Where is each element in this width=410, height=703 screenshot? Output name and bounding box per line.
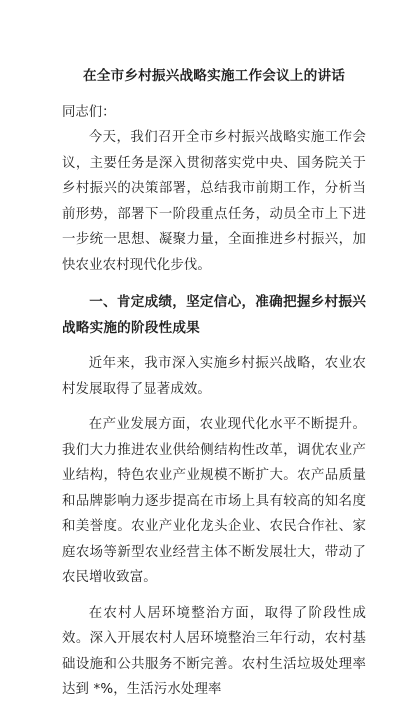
document-title: 在全市乡村振兴战略实施工作会议上的讲话 <box>82 68 346 84</box>
section-heading: 一、肯定成绩，坚定信心，准确把握乡村振兴战略实施的阶段性成果 <box>62 294 366 336</box>
body-paragraph: 在产业发展方面，农业现代化水平不断提升。我们大力推进农业供给侧结构性改革，调优农业产业结构，特色农业产业规模不断扩大。农产品质量和品牌影响力逐步提高在市场上具有较高的知名度和美誉度。农业产业化龙头企业、农民合作社、家庭农场等新型农业经营主体不断发展壮大，带动了农民增收致富。 <box>62 417 366 585</box>
intro-paragraph: 今天，我们召开全市乡村振兴战略实施工作会议，主要任务是深入贯彻落实党中央、国务院关于乡村振兴的决策部署，总结我市前期工作，分析当前形势，部署下一阶段重点任务，动员全市上下进一步统一思想、凝聚力量，全面推进乡村振兴，加快农业农村现代化步伐。 <box>62 130 366 273</box>
salutation: 同志们： <box>62 105 116 120</box>
body-paragraph: 近年来，我市深入实施乡村振兴战略，农业农村发展取得了显著成效。 <box>62 356 366 397</box>
body-paragraph: 在农村人居环境整治方面，取得了阶段性成效。深入开展农村人居环境整治三年行动，农村基础设施和公共服务不断完善。农村生活垃圾处理率达到 *%，生活污水处理率 <box>62 605 366 697</box>
